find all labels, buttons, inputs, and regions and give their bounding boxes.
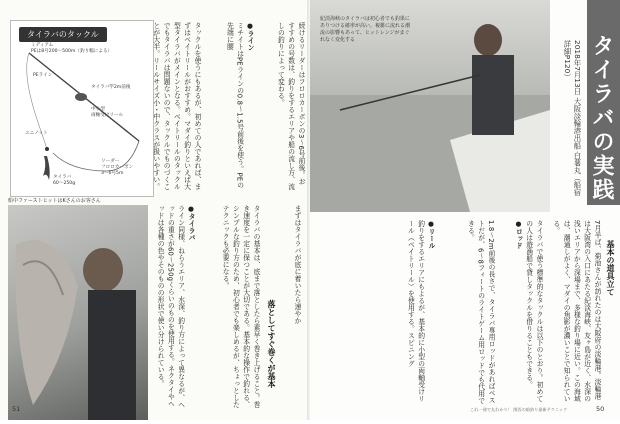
label-leader: リーダー フロロカーボン 3～6号5m: [101, 159, 134, 176]
left-page: [0, 0, 310, 420]
angler-body: [472, 55, 514, 135]
angler-photo: [8, 205, 148, 420]
paragraph: 続けるリーダーはフロロカーボンの3〜6号前後。おすすめの号数は、釣りをするエリアや船の流し方、流しの釣りによって変わる。: [276, 22, 305, 190]
text-col-tackle: [500, 220, 544, 405]
paragraph: 1.8〜2m前後の長さで、タイラバ専用ロッドがあればベストだが、6〜8フィートのライトゲーム用ロッドでも代用できる。: [466, 220, 495, 405]
tackle-diagram: [10, 20, 154, 197]
subheading-rod: ●ロッド: [514, 220, 523, 250]
right-page: [310, 0, 620, 420]
subheading-tairaba: ●タイラバ: [187, 205, 195, 242]
text-col-tairaba: [154, 205, 196, 410]
label-lure: タイラバ 60～250g: [53, 175, 76, 186]
heading-basic-gear: 基本の道具立て: [606, 240, 615, 296]
body-shape: [88, 290, 136, 420]
left-photo-caption: 船中ファーストヒットはKさんのお客さん: [8, 198, 101, 204]
page-number-left: 51: [12, 405, 21, 413]
angler-head: [474, 24, 502, 56]
subheading-reel: ●リール: [427, 220, 435, 250]
lure-shape: [43, 156, 50, 180]
paragraph: 釣りをするエリアにもよるが、基本的に小型の両軸受けリール（ベイトリール）を使用する。スピニング: [406, 220, 425, 402]
text-col-intro: [151, 22, 202, 192]
heading-drop-and-reel: 落としてすぐ巻くが基本: [267, 300, 276, 388]
text-col-leader: [258, 22, 306, 192]
label-knot: ユニノット: [25, 131, 48, 136]
text-col-reel: [386, 220, 436, 405]
photo-figure: [8, 205, 148, 420]
label-rod: ミディアム PEは8号200～500m（釣り幅による）: [31, 43, 113, 54]
subheading-line: ●ライン: [246, 22, 254, 52]
text-col-location: [548, 220, 602, 405]
footer-text: これ一冊で丸わかり！ 関西の船釣り最新テクニック: [470, 407, 568, 412]
text-col-line: [205, 22, 255, 192]
text-col-technique: [199, 205, 261, 410]
knot-mark: [45, 147, 49, 151]
article-subtitle: 2018年7月13日 大阪淡輪港出船 白薯丸（船宿詳細P120）: [563, 40, 582, 197]
label-pe: PEライン: [33, 73, 53, 78]
label-reel: 中小型 両軸受けリール: [91, 107, 124, 118]
diagram-title: タイラバのタックル: [19, 27, 107, 42]
head-shape: [83, 248, 123, 292]
page-number-right: 50: [596, 405, 605, 413]
paragraph: まずはタイラバが底に着いたら速やか: [293, 205, 301, 324]
label-tip: タイラバ竿2m前後: [91, 85, 131, 90]
article-title: タイラバの実践: [589, 34, 614, 202]
reel-shape: [75, 93, 87, 101]
right-photo-caption: 紀淡海峡のタイラバは初心者でも釣果にありつける確率が高い。複雑に流れる潮流の影響もあって、ヒットレンジがまぐれなく変化する: [320, 16, 411, 43]
paragraph: タックルを使うにもあるが、初めての人であれば、まずはベイトリールがおすすめ。マダイ釣りといえば大型タイラバがメインとなる。ベイトリールのタックルでもタイラバは問題ないので、タックルでものづくことが大半。リールサイズ小・中クラスが扱いやすい。: [151, 22, 201, 190]
paragraph: ライン同様、ねらうエリア、水深、釣り方によって異なるが、ヘッドの重さが60〜250gくらいのものを使用する。ネクタイやヘッドは各種の色やそのものの形状で使い分けられている。: [156, 205, 185, 408]
paragraph: タイラバで使う標準的なタックルは以下のとおり。初めての人は遊漁船で貸しタックルを借りることもできる。: [524, 220, 543, 402]
text-col-rod: [440, 220, 496, 405]
paragraph: ミチイトはPEラインの0.8〜1.5号前後を使う。PEの先端に腰: [225, 22, 244, 189]
text-col-last: [282, 205, 302, 410]
paragraph: タイラバの基本は、底まで落としたら素早く巻き上げること。巻き速度を一定に保つことが大切である。基本的な操作で釣れる、シンプルな釣り方のため、初心者でも楽しめるが、ちょっとしたテクニックも必要になる。: [221, 205, 260, 408]
paragraph: 7月半ば、菊池さんが訪れたのは大阪府の淡輪港。淡輪港は大阪湾の入口にあたる紀淡海峡、友ヶ島が近く、水深の浅いエリアから深場まで、多様な釣り場に近い。この海域は、潮通しがよく、マダイの魚影が濃いことで知られている。: [551, 220, 601, 402]
